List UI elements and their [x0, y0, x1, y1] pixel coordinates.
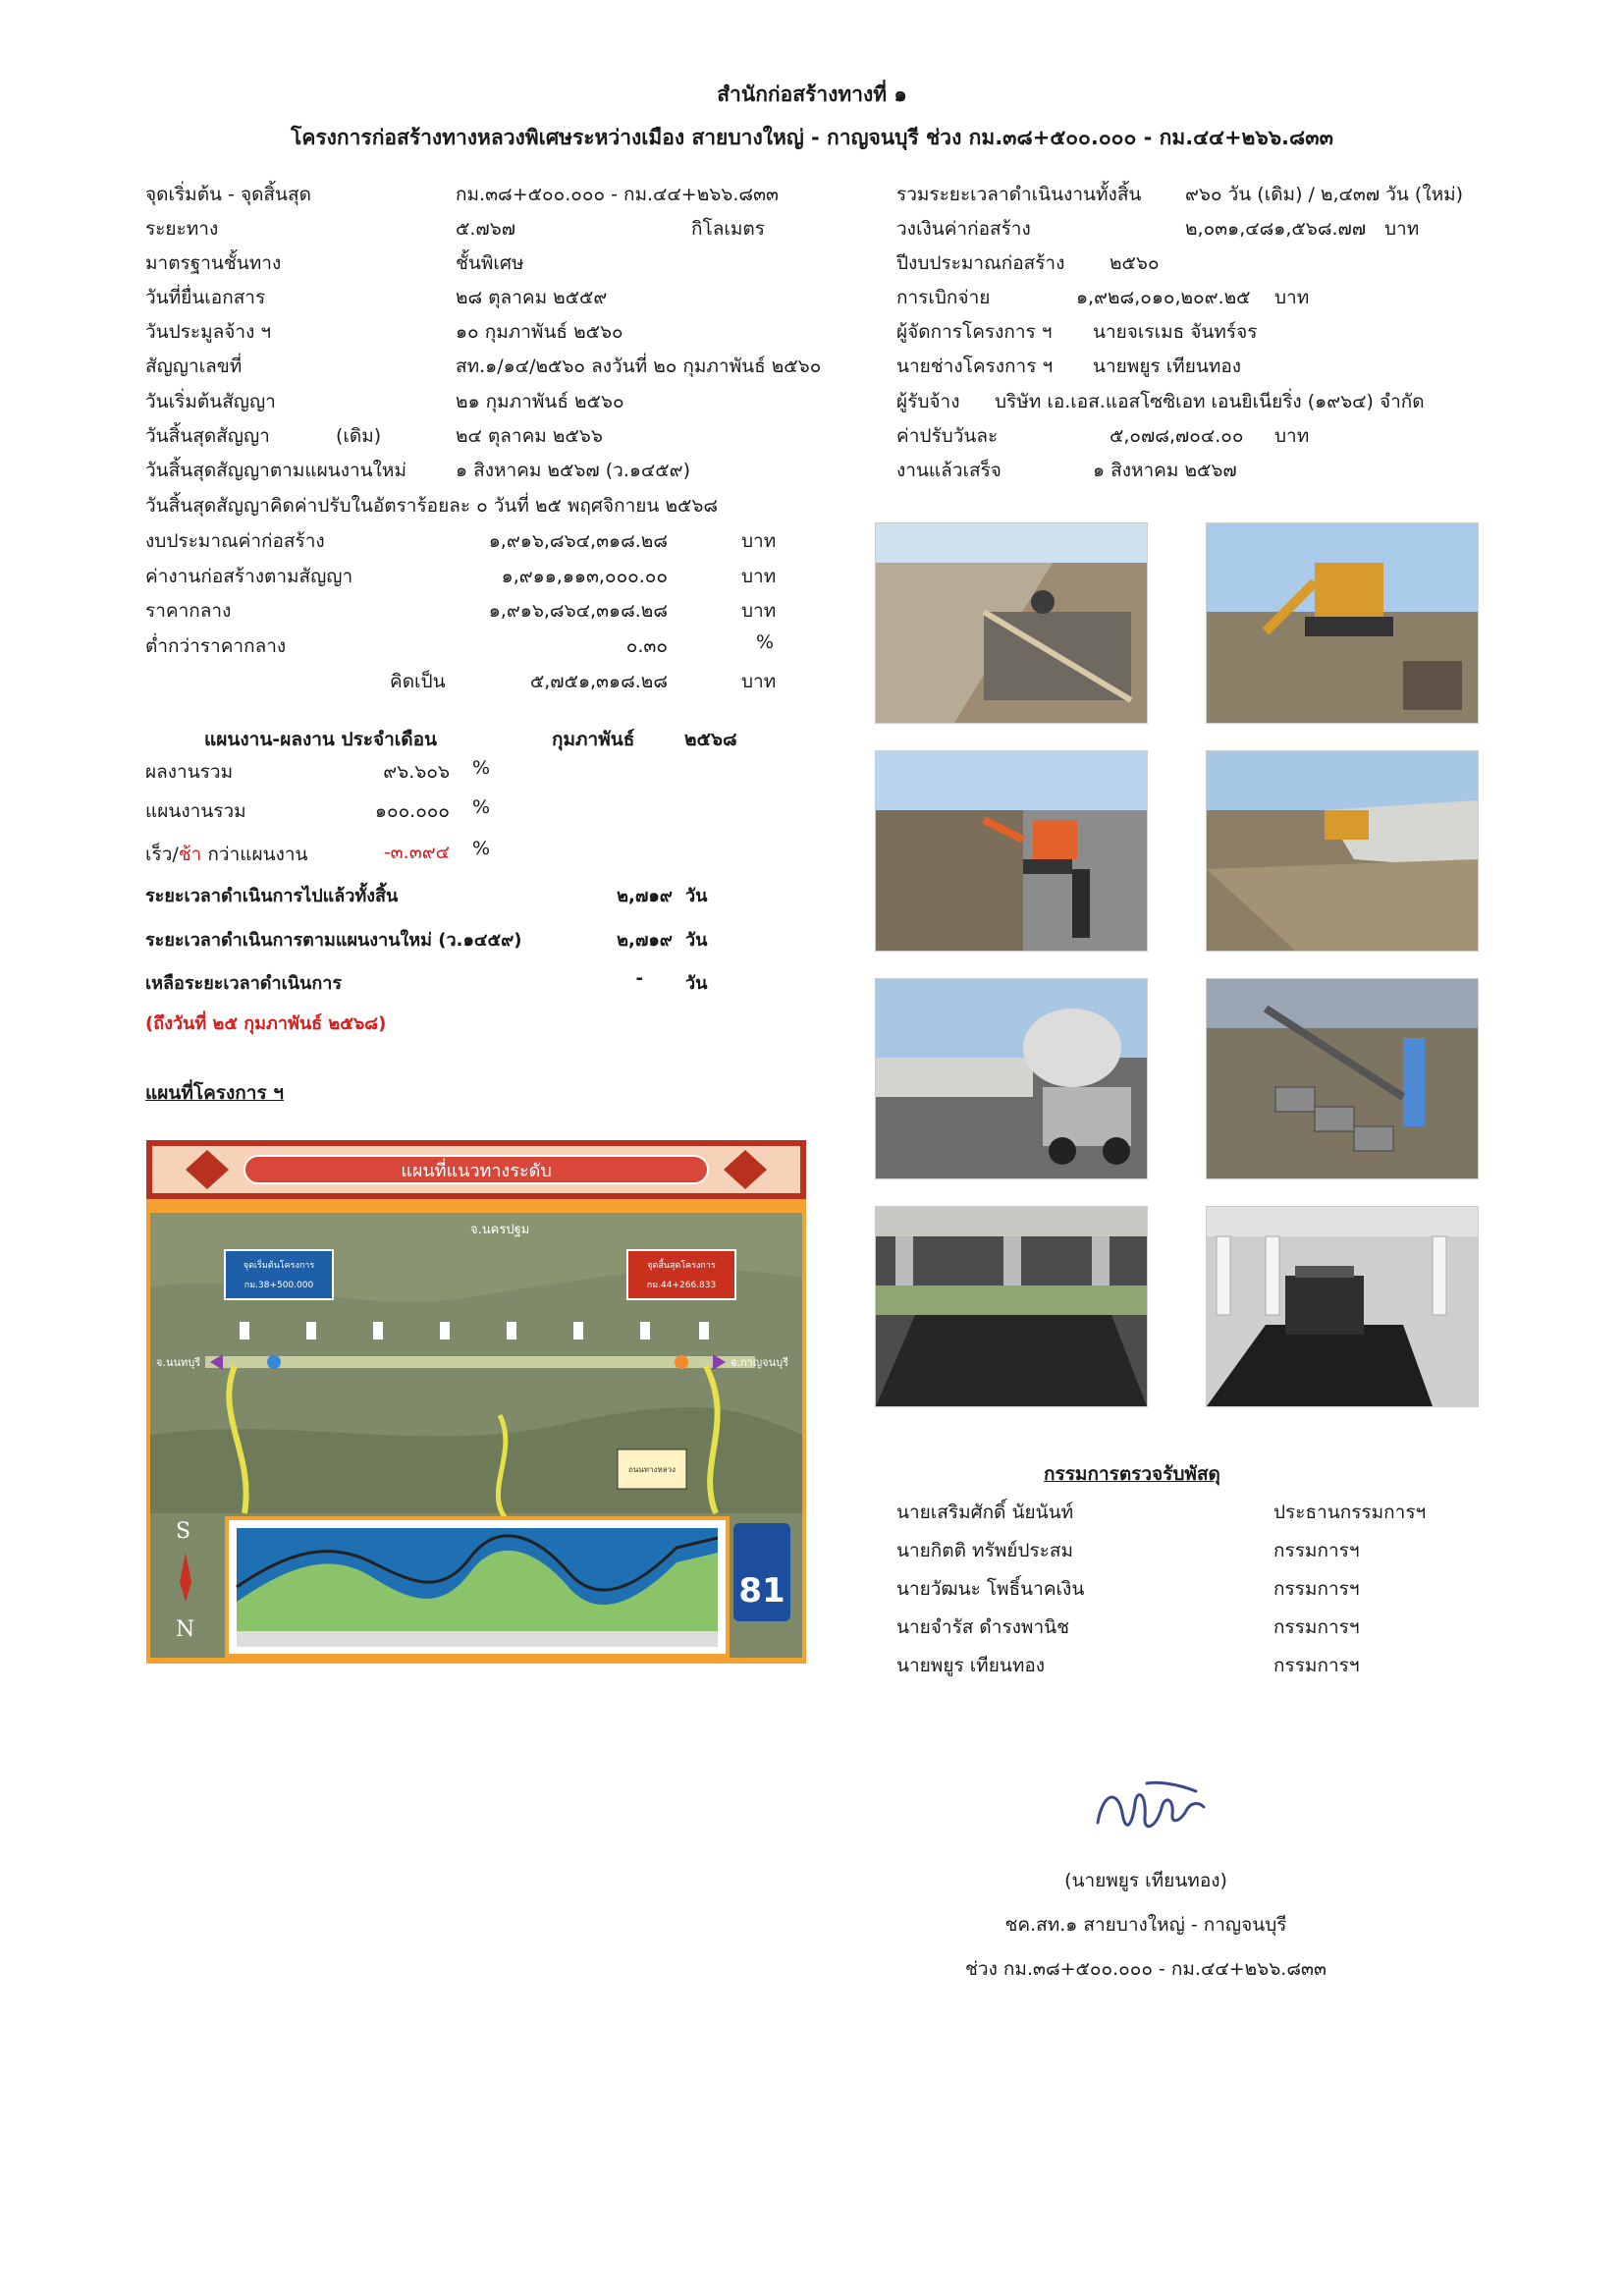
info-label: มาตรฐานชั้นทาง: [145, 252, 282, 274]
map-end-box: จุดสิ้นสุดโครงการ: [647, 1261, 716, 1271]
compass-n: N: [176, 1617, 195, 1642]
committee-member-name: นายจำรัส ดำรงพานิช: [896, 1616, 1070, 1638]
budget-value: ๑,๙๑๖,๘๖๔,๓๑๘.๒๘: [488, 600, 668, 622]
info-unit: กิโลเมตร: [691, 218, 765, 240]
map-left-arrow-label: จ.นนทบุรี: [156, 1356, 201, 1369]
budget-unit: บาท: [741, 600, 777, 622]
speed-separator: /: [172, 844, 179, 865]
info-value: ๒๑ กุมภาพันธ์ ๒๕๖๐: [456, 391, 624, 412]
signature-range: ช่วง กม.๓๘+๕๐๐.๐๐๐ - กม.๔๔+๒๖๖.๘๓๓: [965, 1958, 1326, 1980]
map-right-arrow-label: จ.กาญจนบุรี: [731, 1356, 789, 1369]
committee-title: กรรมการตรวจรับพัสดุ: [1044, 1463, 1220, 1485]
contractor-label: ผู้รับจ้าง: [896, 391, 960, 412]
duration-label: รวมระยะเวลาดำเนินงานทั้งสิ้น: [896, 184, 1142, 205]
committee-member-name: นายวัฒนะ โพธิ์นาคเงิน: [896, 1578, 1085, 1600]
committee-member-name: นายกิตติ ทรัพย์ประสม: [896, 1540, 1073, 1561]
engineer-label: นายช่างโครงการ ฯ: [896, 355, 1054, 377]
info-value: สท.๑/๑๔/๒๕๖๐ ลงวันที่ ๒๐ กุมภาพันธ์ ๒๕๖๐: [456, 355, 822, 377]
time-value: -: [635, 968, 643, 989]
committee-member-name: นายเสริมศักดิ์ นัยนันท์: [896, 1502, 1074, 1523]
speed-suffix: กว่าแผนงาน: [207, 844, 308, 865]
signature-image: [1088, 1774, 1225, 1842]
info-label: วันสิ้นสุดสัญญาตามแผนงานใหม่: [145, 460, 406, 481]
fiscal-year-value: ๒๕๖๐: [1110, 252, 1160, 274]
info-label: วันสิ้นสุดสัญญา: [145, 425, 270, 447]
actual-unit: %: [472, 757, 491, 779]
budget-label: ค่างานก่อสร้างตามสัญญา: [145, 566, 353, 587]
info-value: ๕.๗๖๗: [456, 218, 516, 240]
concrete-blocks-photo: [1206, 978, 1479, 1179]
plan-unit: %: [472, 796, 491, 818]
info-label: วันที่ยื่นเอกสาร: [145, 287, 266, 308]
speed-value: -๓.๓๙๔: [383, 842, 450, 863]
budget-unit: บาท: [741, 566, 777, 587]
budget-unit: บาท: [741, 530, 777, 552]
disbursement-label: การเบิกจ่าย: [896, 287, 991, 308]
time-unit: วัน: [685, 886, 708, 906]
plan-value: ๑๐๐.๐๐๐: [374, 800, 450, 822]
duration-value: ๙๖๐ วัน (เดิม) / ๒,๔๓๗ วัน (ใหม่): [1185, 184, 1464, 205]
map-start-box: จุดเริ่มต้นโครงการ: [243, 1261, 315, 1271]
info-label: สัญญาเลขที่: [145, 355, 243, 377]
time-label: เหลือระยะเวลาดำเนินการ: [145, 973, 343, 994]
committee-member-role: กรรมการฯ: [1273, 1616, 1360, 1638]
budget-value: ๑,๙๑๖,๘๖๔,๓๑๘.๒๘: [488, 530, 668, 552]
embankment-photo: [1206, 750, 1479, 952]
map-banner: แผนที่แนวทางระดับ: [401, 1161, 552, 1181]
penalty-line: วันสิ้นสุดสัญญาคิดค่าปรับในอัตราร้อยละ ๐ วันที่ ๒๕ พฤศจิกายน ๒๕๖๘: [145, 495, 719, 517]
budget-total-unit: บาท: [1384, 218, 1420, 240]
budget-label: ราคากลาง: [145, 600, 232, 622]
disbursement-unit: บาท: [1274, 287, 1310, 308]
budget-label: งบประมาณค่าก่อสร้าง: [145, 530, 325, 552]
info-label: วันเริ่มต้นสัญญา: [145, 391, 276, 412]
paver-photo: [1206, 1206, 1479, 1407]
as-of-date: (ถึงวันที่ ๒๕ กุมภาพันธ์ ๒๕๖๘): [145, 1013, 387, 1034]
mini-excavator-photo: [875, 750, 1148, 952]
committee-member-name: นายพยูร เทียนทอง: [896, 1655, 1046, 1676]
time-value: ๒,๗๑๙: [617, 886, 673, 906]
map-title: แผนที่โครงการ ฯ: [145, 1082, 284, 1104]
engineer-value: นายพยูร เทียนทอง: [1093, 355, 1242, 377]
disbursement-value: ๑,๙๒๘,๐๑๐,๒๐๙.๒๕: [1076, 287, 1251, 308]
calc-unit: บาท: [741, 671, 777, 692]
budget-label: ต่ำกว่าราคากลาง: [145, 635, 287, 657]
info-value: กม.๓๘+๕๐๐.๐๐๐ - กม.๔๔+๒๖๖.๘๓๓: [456, 184, 780, 205]
actual-label: ผลงานรวม: [145, 761, 234, 783]
info-value: ๑ สิงหาคม ๒๕๖๗ (ว.๑๔๕๙): [456, 460, 691, 481]
info-value: ๑๐ กุมภาพันธ์ ๒๕๖๐: [456, 321, 623, 343]
info-label: ระยะทาง: [145, 218, 219, 240]
info-value: ชั้นพิเศษ: [456, 252, 524, 274]
plan-label: แผนงานรวม: [145, 800, 246, 822]
manager-value: นายจเรเมธ จันทร์จร: [1093, 321, 1258, 343]
info-label: จุดเริ่มต้น - จุดสิ้นสุด: [145, 184, 311, 205]
office-title: สำนักก่อสร้างทางที่ ๑: [717, 82, 907, 106]
map-end-km: กม.44+266.833: [646, 1281, 717, 1290]
asphalt-road-photo: [875, 1206, 1148, 1407]
speed-unit: %: [472, 838, 491, 859]
budget-value: ๐.๓๐: [625, 635, 668, 657]
excavator-photo: [1206, 522, 1479, 724]
info-note: (เดิม): [336, 425, 382, 447]
done-label: งานแล้วเสร็จ: [896, 460, 1001, 481]
fiscal-year-label: ปีงบประมาณก่อสร้าง: [896, 252, 1065, 274]
project-map: [146, 1140, 806, 1664]
committee-member-role: กรรมการฯ: [1273, 1578, 1360, 1600]
fine-label: ค่าปรับวันละ: [896, 425, 999, 447]
budget-total-label: วงเงินค่าก่อสร้าง: [896, 218, 1031, 240]
progress-month: กุมภาพันธ์: [552, 729, 635, 750]
speed-slow: ช้า: [178, 844, 202, 865]
time-label: ระยะเวลาดำเนินการไปแล้วทั้งสิ้น: [145, 886, 399, 906]
committee-member-role: กรรมการฯ: [1273, 1655, 1360, 1676]
progress-heading: แผนงาน-ผลงาน ประจำเดือน: [204, 729, 438, 750]
done-value: ๑ สิงหาคม ๒๕๖๗: [1093, 460, 1237, 481]
progress-year: ๒๕๖๘: [684, 729, 737, 750]
calc-label: คิดเป็น: [390, 671, 446, 692]
budget-unit: %: [756, 631, 775, 653]
signature-position: ชค.สท.๑ สายบางใหญ่ - กาญจนบุรี: [1004, 1914, 1287, 1936]
info-value: ๒๘ ตุลาคม ๒๕๕๙: [456, 287, 608, 308]
time-unit: วัน: [685, 973, 708, 994]
speed-label: [145, 840, 308, 869]
speed-fast: เร็ว: [145, 844, 173, 865]
budget-value: ๑,๙๑๑,๑๑๓,๐๐๐.๐๐: [501, 566, 668, 587]
contractor-value: บริษัท เอ.เอส.แอสโซซิเอท เอนยิเนียริ่ง (๑๙๖๔) จำกัด: [995, 391, 1425, 412]
actual-value: ๙๖.๖๐๖: [383, 761, 450, 783]
map-start-km: กม.38+500.000: [244, 1281, 314, 1290]
committee-member-role: กรรมการฯ: [1273, 1540, 1360, 1561]
committee-member-role: ประธานกรรมการฯ: [1273, 1502, 1427, 1523]
info-label: วันประมูลจ้าง ฯ: [145, 321, 272, 343]
map-poi-label: ถนนทางหลวง: [627, 1465, 677, 1474]
signature-name: (นายพยูร เทียนทอง): [1064, 1870, 1227, 1891]
time-label: ระยะเวลาดำเนินการตามแผนงานใหม่ (ว.๑๔๕๙): [145, 930, 522, 951]
concrete-truck-photo: [875, 978, 1148, 1179]
time-unit: วัน: [685, 930, 708, 951]
compass-s: S: [176, 1519, 191, 1544]
budget-total-value: ๒,๐๓๑,๔๘๑,๕๖๘.๗๗: [1185, 218, 1367, 240]
project-title: โครงการก่อสร้างทางหลวงพิเศษระหว่างเมือง สายบางใหญ่ - กาญจนบุรี ช่วง กม.๓๘+๕๐๐.๐๐๐ - กม.๔๔+๒๖๖.๘๓๓: [291, 126, 1333, 149]
fine-unit: บาท: [1274, 425, 1310, 447]
formwork-photo: [875, 522, 1148, 724]
time-value: ๒,๗๑๙: [617, 930, 673, 951]
route-shield-number: 81: [738, 1571, 785, 1611]
map-city-label: จ.นครปฐม: [470, 1223, 530, 1237]
fine-value: ๕,๐๗๘,๗๐๔.๐๐: [1110, 425, 1244, 447]
calc-value: ๕,๗๕๑,๓๑๘.๒๘: [529, 671, 668, 692]
manager-label: ผู้จัดการโครงการ ฯ: [896, 321, 1053, 343]
info-value: ๒๔ ตุลาคม ๒๕๖๖: [456, 425, 603, 447]
